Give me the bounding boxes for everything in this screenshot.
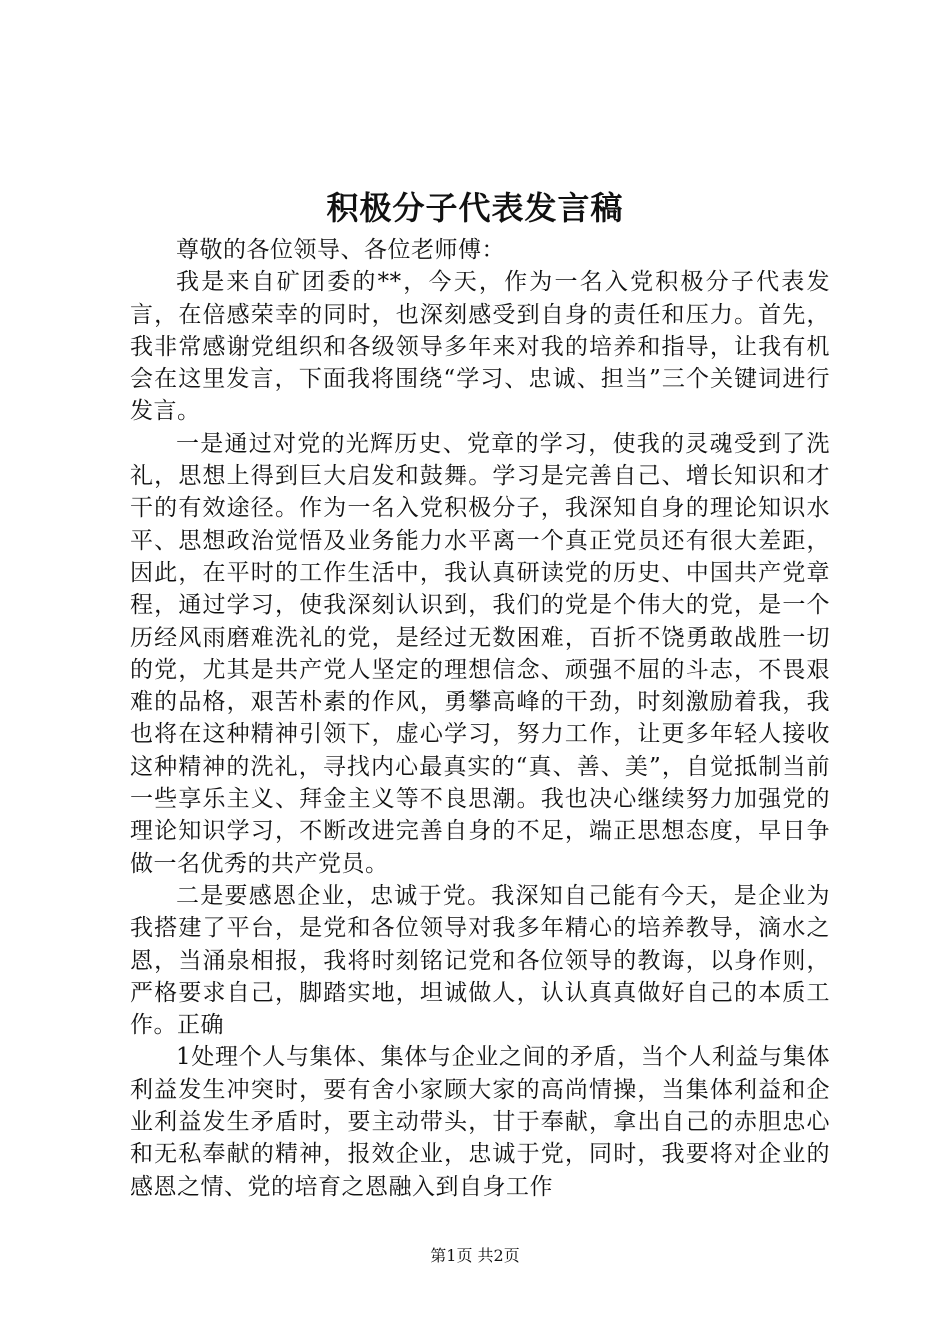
paragraph-loyalty: 二是要感恩企业，忠诚于党。我深知自己能有今天，是企业为我搭建了平台，是党和各位领导对我多年精心的培养教导，滴水之恩，当涌泉相报，我将时刻铭记党和各位领导的教诲，以身作则，严格要求自己，脚踏实地，坦诚做人，认认真真做好自己的本质工作。正确: [130, 882, 830, 1039]
document-title: 积极分子代表发言稿: [326, 189, 624, 227]
paragraph-intro: 我是来自矿团委的**，今天，作为一名入党积极分子代表发言，在倍感荣幸的同时，也深刻感受到自身的责任和压力。首先，我非常感谢党组织和各级领导多年来对我的培养和指导，让我有机会在这里发言，下面我将围绕“学习、忠诚、担当”三个关键词进行发言。: [130, 269, 830, 425]
paragraph-handling: 1处理个人与集体、集体与企业之间的矛盾，当个人利益与集体利益发生冲突时，要有舍小家顾大家的高尚情操，当集体利益和企业利益发生矛盾时，要主动带头，甘于奉献，拿出自己的赤胆忠心和无私奉献的精神，报效企业，忠诚于党，同时，我要将对企业的感恩之情、党的培育之恩融入到自身工作: [130, 1044, 830, 1200]
paragraph-study: 一是通过对党的光辉历史、党章的学习，使我的灵魂受到了洗礼，思想上得到巨大启发和鼓舞。学习是完善自己、增长知识和才干的有效途径。作为一名入党积极分子，我深知自身的理论知识水平、思想政治觉悟及业务能力水平离一个真正党员还有很大差距，因此，在平时的工作生活中，我认真研读党的历史、中国共产党章程，通过学习，使我深刻认识到，我们的党是个伟大的党，是一个历经风雨磨难洗礼的党，是经过无数困难，百折不饶勇敢战胜一切的党，尤其是共产党人坚定的理想信念、顽强不屈的斗志，不畏艰难的品格，艰苦朴素的作风，勇攀高峰的干劲，时刻激励着我，我也将在这种精神引领下，虚心学习，努力工作，让更多年轻人接收这种精神的洗礼，寻找内心最真实的“真、善、美”，自觉抵制当前一些享乐主义、拜金主义等不良思潮。我也决心继续努力加强党的理论知识学习，不断改进完善自身的不足，端正思想态度，早日争做一名优秀的共产党员。: [130, 430, 830, 877]
document-body: [130, 234, 830, 1203]
page-number: 第1页 共2页: [430, 1246, 520, 1265]
salutation: 尊敬的各位领导、各位老师傅：: [176, 237, 505, 263]
